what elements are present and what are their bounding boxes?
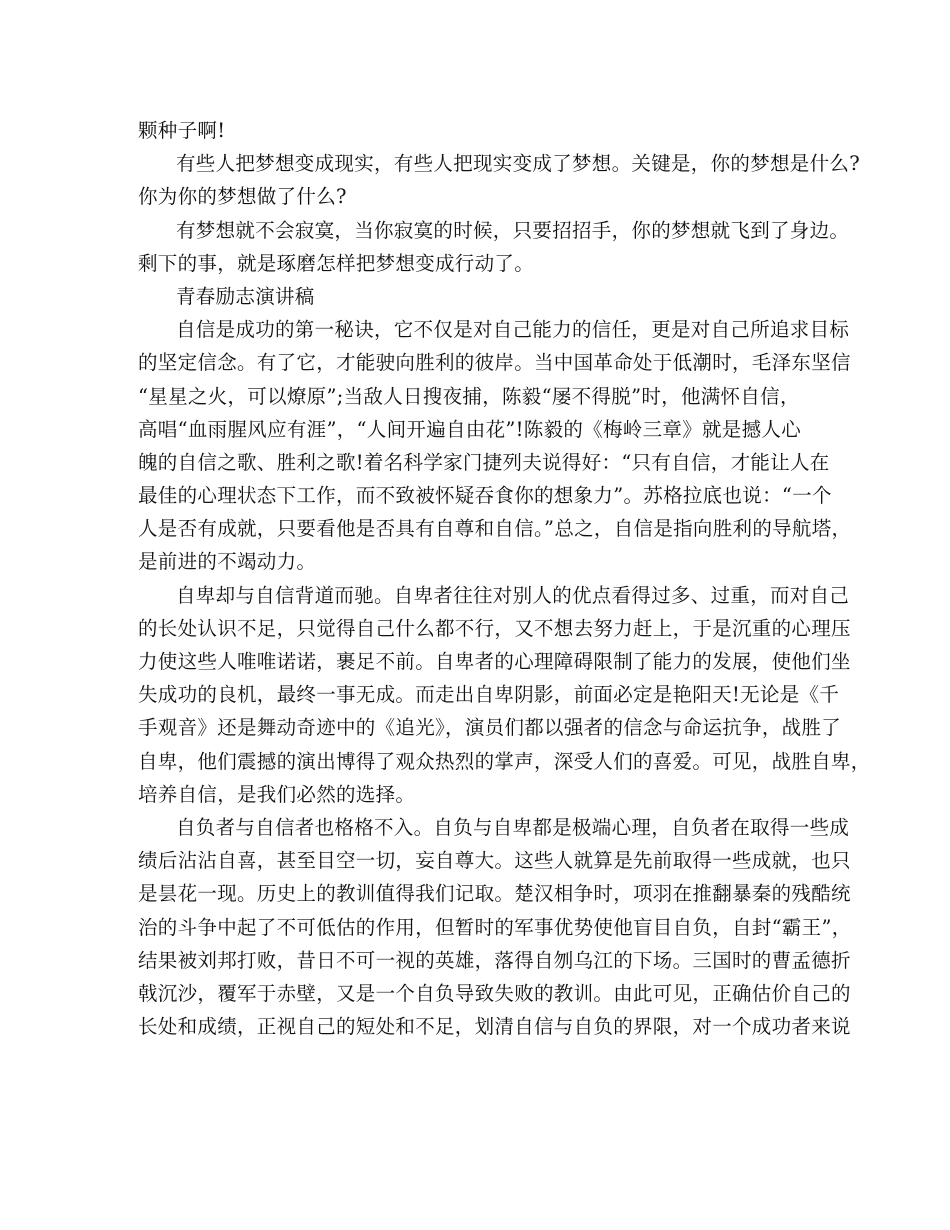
text-line: 颗种子啊! xyxy=(138,119,226,142)
text-line: 治的斗争中起了不可低估的作用，但暂时的军事优势使他盲目自负，自封“霸王”， xyxy=(138,915,852,939)
text-line: 失成功的良机，最终一事无成。而走出自卑阴影，前面必定是艳阳天!无论是《千 xyxy=(138,683,840,707)
text-line: 有梦想就不会寂寞，当你寂寞的时候，只要招招手，你的梦想就飞到了身边。 xyxy=(176,218,850,242)
text-line: 的长处认识不足，只觉得自己什么都不行，又不想去努力赶上，于是沉重的心理压 xyxy=(138,616,851,640)
text-line: 力使这些人唯唯诺诺，裹足不前。自卑者的心理障碍限制了能力的发展，使他们坐 xyxy=(138,650,851,673)
text-line: 人是否有成就，只要看他是否具有自尊和自信。”总之，自信是指向胜利的导航塔， xyxy=(138,517,852,541)
text-line: “星星之火，可以燎原”;当敌人日搜夜捕，陈毅“屡不得脱”时，他满怀自信， xyxy=(138,384,800,408)
text-line: 自负者与自信者也格格不入。自负与自卑都是极端心理，自负者在取得一些成 xyxy=(176,815,850,839)
text-line: 自信是成功的第一秘诀，它不仅是对自己能力的信任，更是对自己所追求目标 xyxy=(176,318,850,342)
text-line: 魄的自信之歌、胜利之歌!着名科学家门捷列夫说得好：“只有自信，才能让人在 xyxy=(138,450,830,474)
text-line: 你为你的梦想做了什么? xyxy=(138,185,347,209)
text-line: 结果被刘邦打败，昔日不可一视的英雄，落得自刎乌江的下场。三国时的曹孟德折 xyxy=(138,948,851,972)
text-line: 是昙花一现。历史上的教训值得我们记取。楚汉相争时，项羽在推翻暴秦的残酷统 xyxy=(138,882,851,906)
text-line: 培养自信，是我们必然的选择。 xyxy=(138,782,416,806)
text-line: 长处和成绩，正视自己的短处和不足，划清自信与自负的界限，对一个成功者来说 xyxy=(138,1015,851,1039)
text-line: 自卑，他们震撼的演出博得了观众热烈的掌声，深受人们的喜爱。可见，战胜自卑， xyxy=(138,749,871,773)
text-line: 有些人把梦想变成现实，有些人把现实变成了梦想。关键是，你的梦想是什么? xyxy=(176,152,860,176)
text-line: 剩下的事，就是琢磨怎样把梦想变成行动了。 xyxy=(138,251,535,275)
text-line: 是前进的不竭动力。 xyxy=(138,550,317,574)
text-line: 青春励志演讲稿 xyxy=(176,284,315,308)
text-line: 最佳的心理状态下工作，而不致被怀疑吞食你的想象力”。苏格拉底也说：“一个 xyxy=(138,484,832,508)
text-line: 的坚定信念。有了它，才能驶向胜利的彼岸。当中国革命处于低潮时，毛泽东坚信 xyxy=(138,351,851,375)
text-line: 高唱“血雨腥风应有涯”，“人间开遍自由花”!陈毅的《梅岭三章》就是撼人心 xyxy=(138,417,802,441)
text-line: 自卑却与自信背道而驰。自卑者往往对别人的优点看得过多、过重，而对自己 xyxy=(176,583,850,607)
text-line: 绩后沾沾自喜，甚至目空一切，妄自尊大。这些人就算是先前取得一些成就，也只 xyxy=(138,849,851,873)
text-line: 手观音》还是舞动奇迹中的《追光》，演员们都以强者的信念与命运抗争，战胜了 xyxy=(138,716,842,740)
text-line: 戟沉沙，覆军于赤壁，又是一个自负导致失败的教训。由此可见，正确估价自己的 xyxy=(138,981,851,1005)
document-body xyxy=(138,114,871,1043)
